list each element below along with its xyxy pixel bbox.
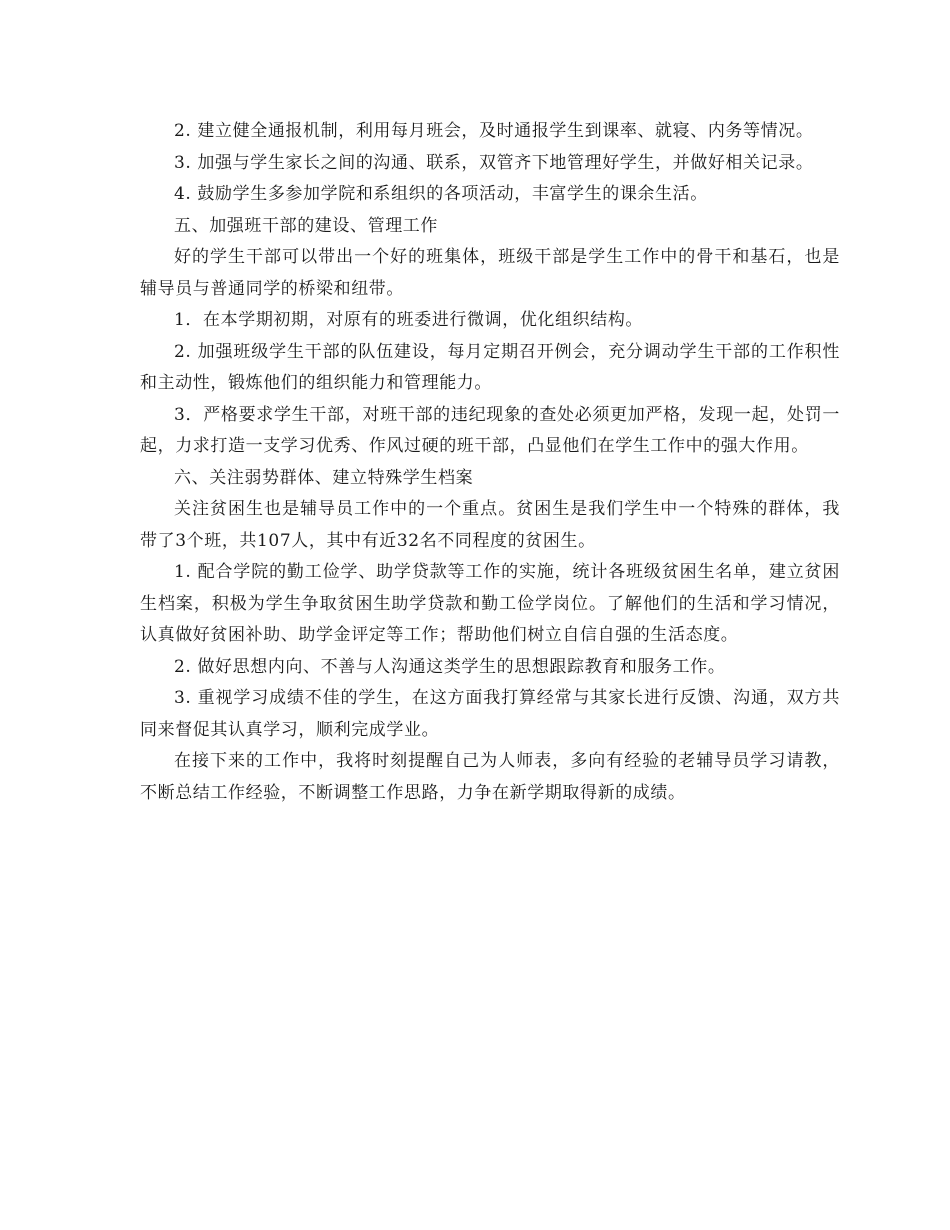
paragraph-section-6-item-2: 2. 做好思想内向、不善与人沟通这类学生的思想跟踪教育和服务工作。 <box>174 656 726 677</box>
paragraph-conclusion: 在接下来的工作中，我将时刻提醒自己为人师表，多向有经验的老辅导员学习请教，不断总结工作经验，不断调整工作思路，力争在新学期取得新的成绩。 <box>140 751 840 803</box>
paragraph-item-2-report-mechanism: 2. 建立健全通报机制，利用每月班会，及时通报学生到课率、就寝、内务等情况。 <box>174 121 814 141</box>
document-page <box>140 116 840 809</box>
section-heading-6: 六、关注弱势群体、建立特殊学生档案 <box>174 467 474 488</box>
paragraph-section-5-item-3: 3．严格要求学生干部，对班干部的违纪现象的查处必须更加严格，发现一起，处罚一起，力求打造一支学习优秀、作风过硬的班干部，凸显他们在学生工作中的强大作用。 <box>140 404 840 456</box>
paragraph-section-6-item-1: 1. 配合学院的勤工俭学、助学贷款等工作的实施，统计各班级贫困生名单，建立贫困生档案，积极为学生争取贫困生助学贷款和勤工俭学岗位。了解他们的生活和学习情况，认真做好贫困补助、助学金评定等工作；帮助他们树立自信自强的生活态度。 <box>140 562 840 645</box>
paragraph-section-5-intro: 好的学生干部可以带出一个好的班集体，班级干部是学生工作中的骨干和基石，也是辅导员与普通同学的桥梁和纽带。 <box>140 247 840 299</box>
paragraph-item-3-parent-communication: 3. 加强与学生家长之间的沟通、联系，双管齐下地管理好学生，并做好相关记录。 <box>174 152 814 173</box>
paragraph-section-6-item-3: 3. 重视学习成绩不佳的学生，在这方面我打算经常与其家长进行反馈、沟通，双方共同来督促其认真学习，顺利完成学业。 <box>140 688 840 740</box>
section-heading-5: 五、加强班干部的建设、管理工作 <box>174 215 438 236</box>
paragraph-section-5-item-2: 2. 加强班级学生干部的队伍建设，每月定期召开例会，充分调动学生干部的工作积性和主动性，锻炼他们的组织能力和管理能力。 <box>140 341 840 393</box>
paragraph-item-4-encourage-activities: 4. 鼓励学生多参加学院和系组织的各项活动，丰富学生的课余生活。 <box>174 184 708 204</box>
paragraph-section-6-intro: 关注贫困生也是辅导员工作中的一个重点。贫困生是我们学生中一个特殊的群体，我带了3个班，共107人，其中有近32名不同程度的贫困生。 <box>140 499 840 551</box>
paragraph-section-5-item-1: 1．在本学期初期，对原有的班委进行微调，优化组织结构。 <box>174 310 644 330</box>
